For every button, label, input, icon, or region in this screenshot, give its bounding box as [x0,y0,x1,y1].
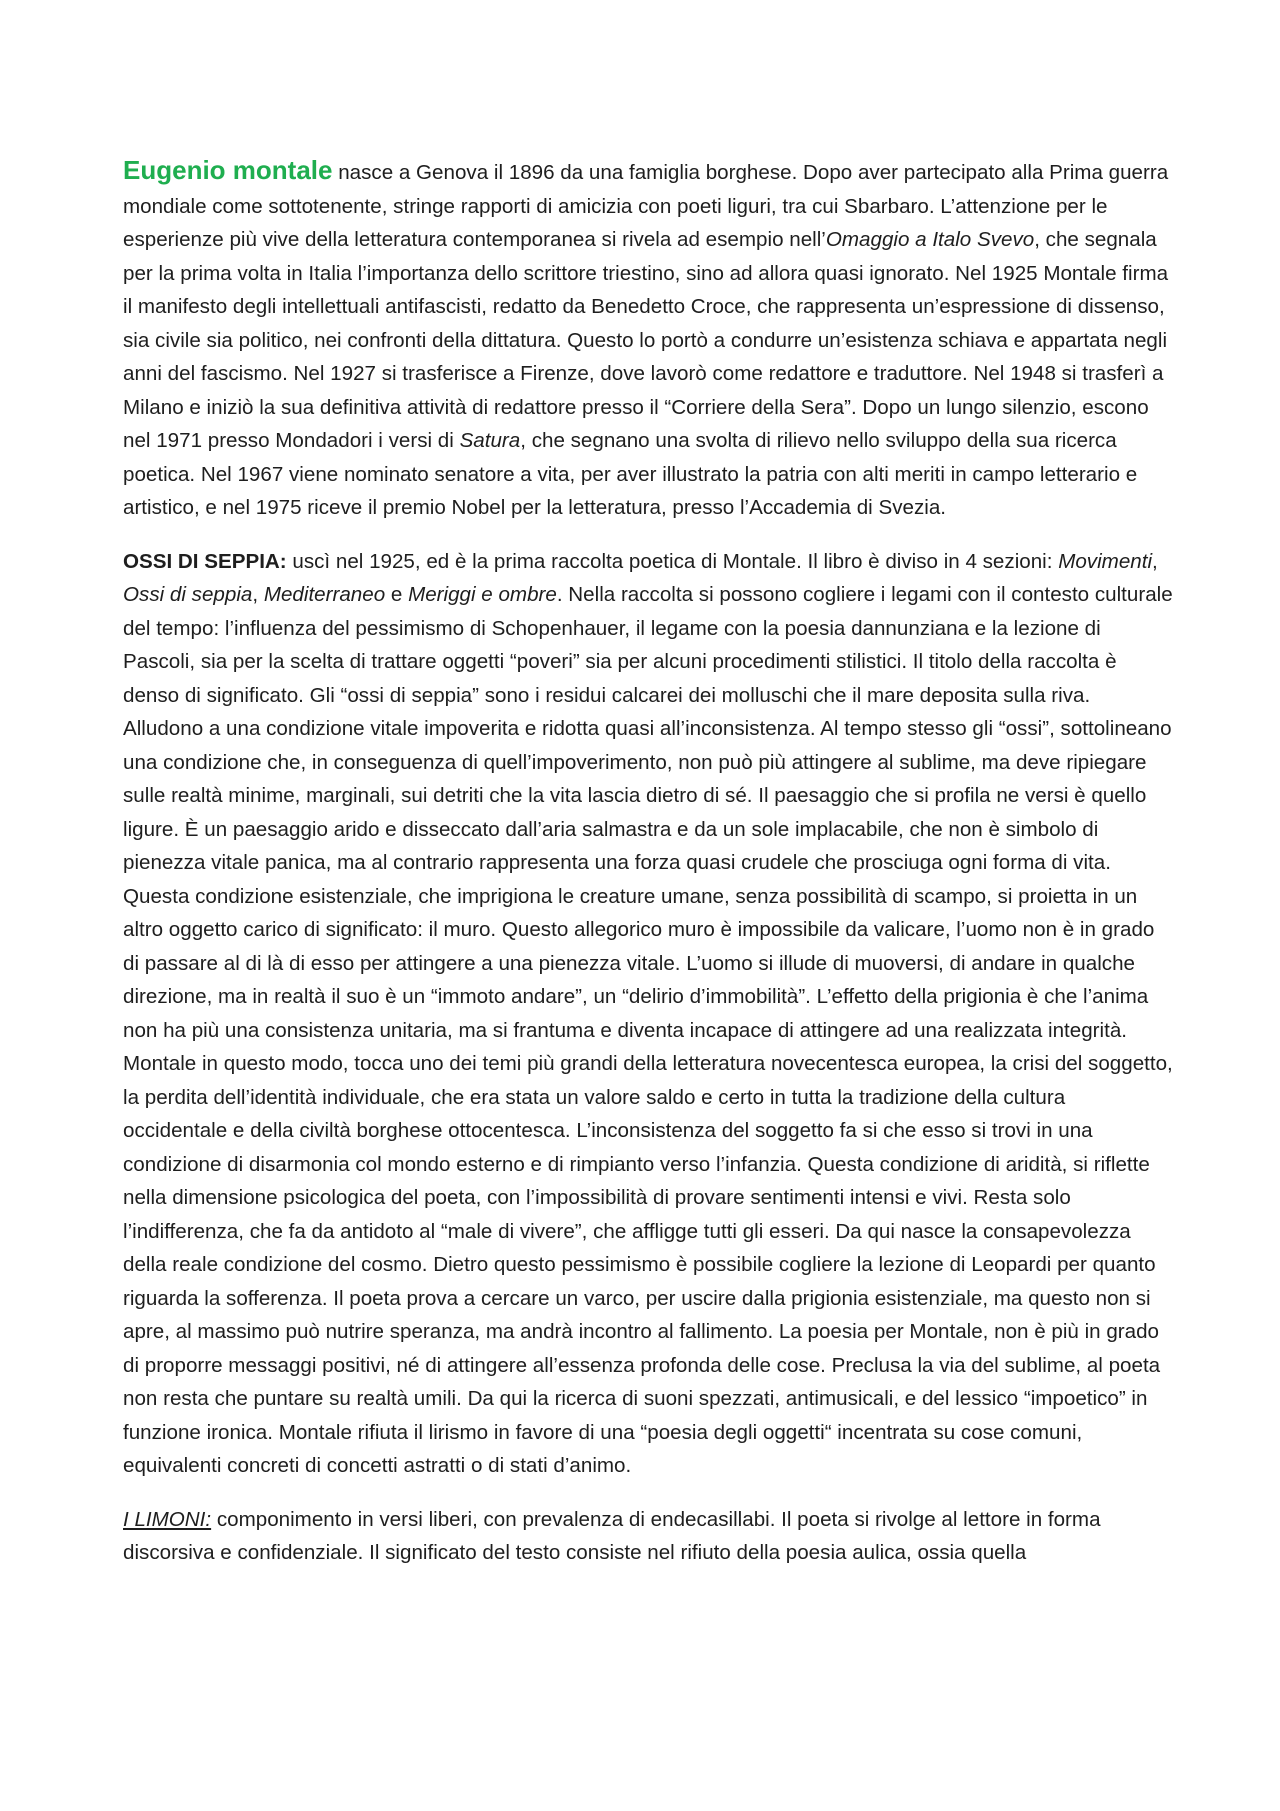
heading-i-limoni: I LIMONI: [123,1507,212,1531]
heading-eugenio-montale: Eugenio montale [123,155,333,185]
italic-section-title: Meriggi e ombre [408,583,557,606]
text-run: e [385,583,409,606]
text-run: . Nella raccolta si possono cogliere i legami con il contesto culturale del tempo: l’influenza del pessimismo di Schopenhauer, il legame con la poesia dannunziana e la lezione di Pascoli, sia per la scelta di trattare oggetti “poveri” sia per alcuni procedimenti stilistici. Il titolo della raccolta è denso di significato. Gli “ossi di seppia” sono i residui calcarei dei molluschi che il mare deposita sulla riva. Alludono a una condizione vitale impoverita e ridotta quasi all’inconsistenza. Al tempo stesso gli “ossi”, sottolineano una condizione che, in conseguenza di quell’impoverimento, non può più attingere al sublime, ma deve ripiegare sulle realtà minime, marginali, sui detriti che la vita lascia dietro di sé. Il paesaggio che si profila ne versi è quello ligure. È un paesaggio arido e disseccato dall’aria salmastra e da un sole implacabile, che non è simbolo di pienezza vitale panica, ma al contrario rappresenta una forza quasi crudele che prosciuga ogni forma di vita. Questa condizione esistenziale, che imprigiona le creature umane, senza possibilità di scampo, si proietta in un altro oggetto carico di significato: il muro. Questo allegorico muro è impossibile da valicare, l’uomo non è in grado di passare al di là di esso per attingere a una pienezza vitale. L’uomo si illude di muoversi, di andare in qualche direzione, ma in realtà il suo è un “immoto andare”, un “delirio d’immobilità”. L’effetto della prigionia è che l’anima non ha più una consistenza unitaria, ma si frantuma e diventa incapace di attingere ad una realizzata integrità. Montale in questo modo, tocca uno dei temi più grandi della letteratura novecentesca europea, la crisi del soggetto, la perdita dell’identità individuale, che era stata un valore saldo e certo in tutta la tradizione della cultura occidentale e della civiltà borghese ottocentesca. L’inconsistenza del soggetto fa si che esso si trovi in una condizione di disarmonia col mondo esterno e di rimpianto verso l’infanzia. Questa condizione di aridità, si riflette nella dimensione psicologica del poeta, con l’impossibilità di provare sentimenti intensi e vivi. Resta solo l’indifferenza, che fa da antidoto al “male di vivere”, che affligge tutti gli esseri. Da qui nasce la consapevolezza della reale condizione del cosmo. Dietro questo pessimismo è possibile cogliere la lezione di Leopardi per quanto riguarda la sofferenza. Il poeta prova a cercare un varco, per uscire dalla prigionia esistenziale, ma questo non si apre, al massimo può nutrire speranza, ma andrà incontro al fallimento. La poesia per Montale, non è più in grado di proporre messaggi positivi, né di attingere all’essenza profonda delle cose. Preclusa la via del sublime, al poeta non resta che puntare su realtà umili. Da qui la ricerca di suoni spezzati, antimusicali, e del lessico “impoetico” in funzione ironica. Montale rifiuta il lirismo in favore di una “poesia degli oggetti“ incentrata su cose comuni, equivalenti concreti di concetti astratti o di stati d’animo. [123,583,1173,1477]
text-run: uscì nel 1925, ed è la prima raccolta poetica di Montale. Il libro è diviso in 4 sezioni: [286,549,1059,573]
text-run: , [1152,549,1158,573]
italic-section-title: Mediterraneo [263,583,386,606]
paragraph-biography [123,154,1173,525]
text-run: nasce a Genova il 1896 da una famiglia borghese. Dopo aver partecipato alla Prima guerra mondiale come sottotenente, stringe rapporti di amicizia con poeti liguri, tra cui Sbarbaro. L’attenzione per le esperienze più vive della letteratura contemporanea si rivela ad esempio nell’ [123,161,1169,251]
heading-ossi-di-seppia: OSSI DI SEPPIA: [123,549,287,573]
italic-work-title: Omaggio a Italo Svevo [825,228,1035,251]
text-run: , che segnala per la prima volta in Italia l’importanza dello scrittore triestino, sino ad allora quasi ignorato. Nel 1925 Montale firma il manifesto degli intellettuali antifascisti, redatto da Benedetto Croce, che rappresenta un’espressione di dissenso, sia civile sia politico, nei confronti della dittatura. Questo lo portò a condurre un’esistenza schiava e appartata negli anni del fascismo. Nel 1927 si trasferisce a Firenze, dove lavorò come redattore e traduttore. Nel 1948 si trasferì a Milano e iniziò la sua definitiva attività di redattore presso il “Corriere della Sera”. Dopo un lungo silenzio, escono nel 1971 presso Mondadori i versi di [123,228,1169,452]
italic-work-title: Satura [459,429,521,452]
text-run: , [252,583,264,606]
text-run: , che segnano una svolta di rilievo nello sviluppo della sua ricerca poetica. Nel 1967 viene nominato senatore a vita, per aver illustrato la patria con alti meriti in campo letterario e artistico, e nel 1975 riceve il premio Nobel per la letteratura, presso l’Accademia di Svezia. [123,429,1138,519]
italic-section-title: Ossi di seppia [123,583,253,606]
text-run: componimento in versi liberi, con prevalenza di endecasillabi. Il poeta si rivolge al lettore in forma discorsiva e confidenziale. Il significato del testo consiste nel rifiuto della poesia aulica, ossia quella [123,1507,1101,1564]
document-page [123,154,1173,1590]
paragraph-i-limoni [123,1503,1173,1570]
paragraph-ossi-di-seppia [123,545,1173,1483]
italic-section-title: Movimenti [1058,549,1153,573]
